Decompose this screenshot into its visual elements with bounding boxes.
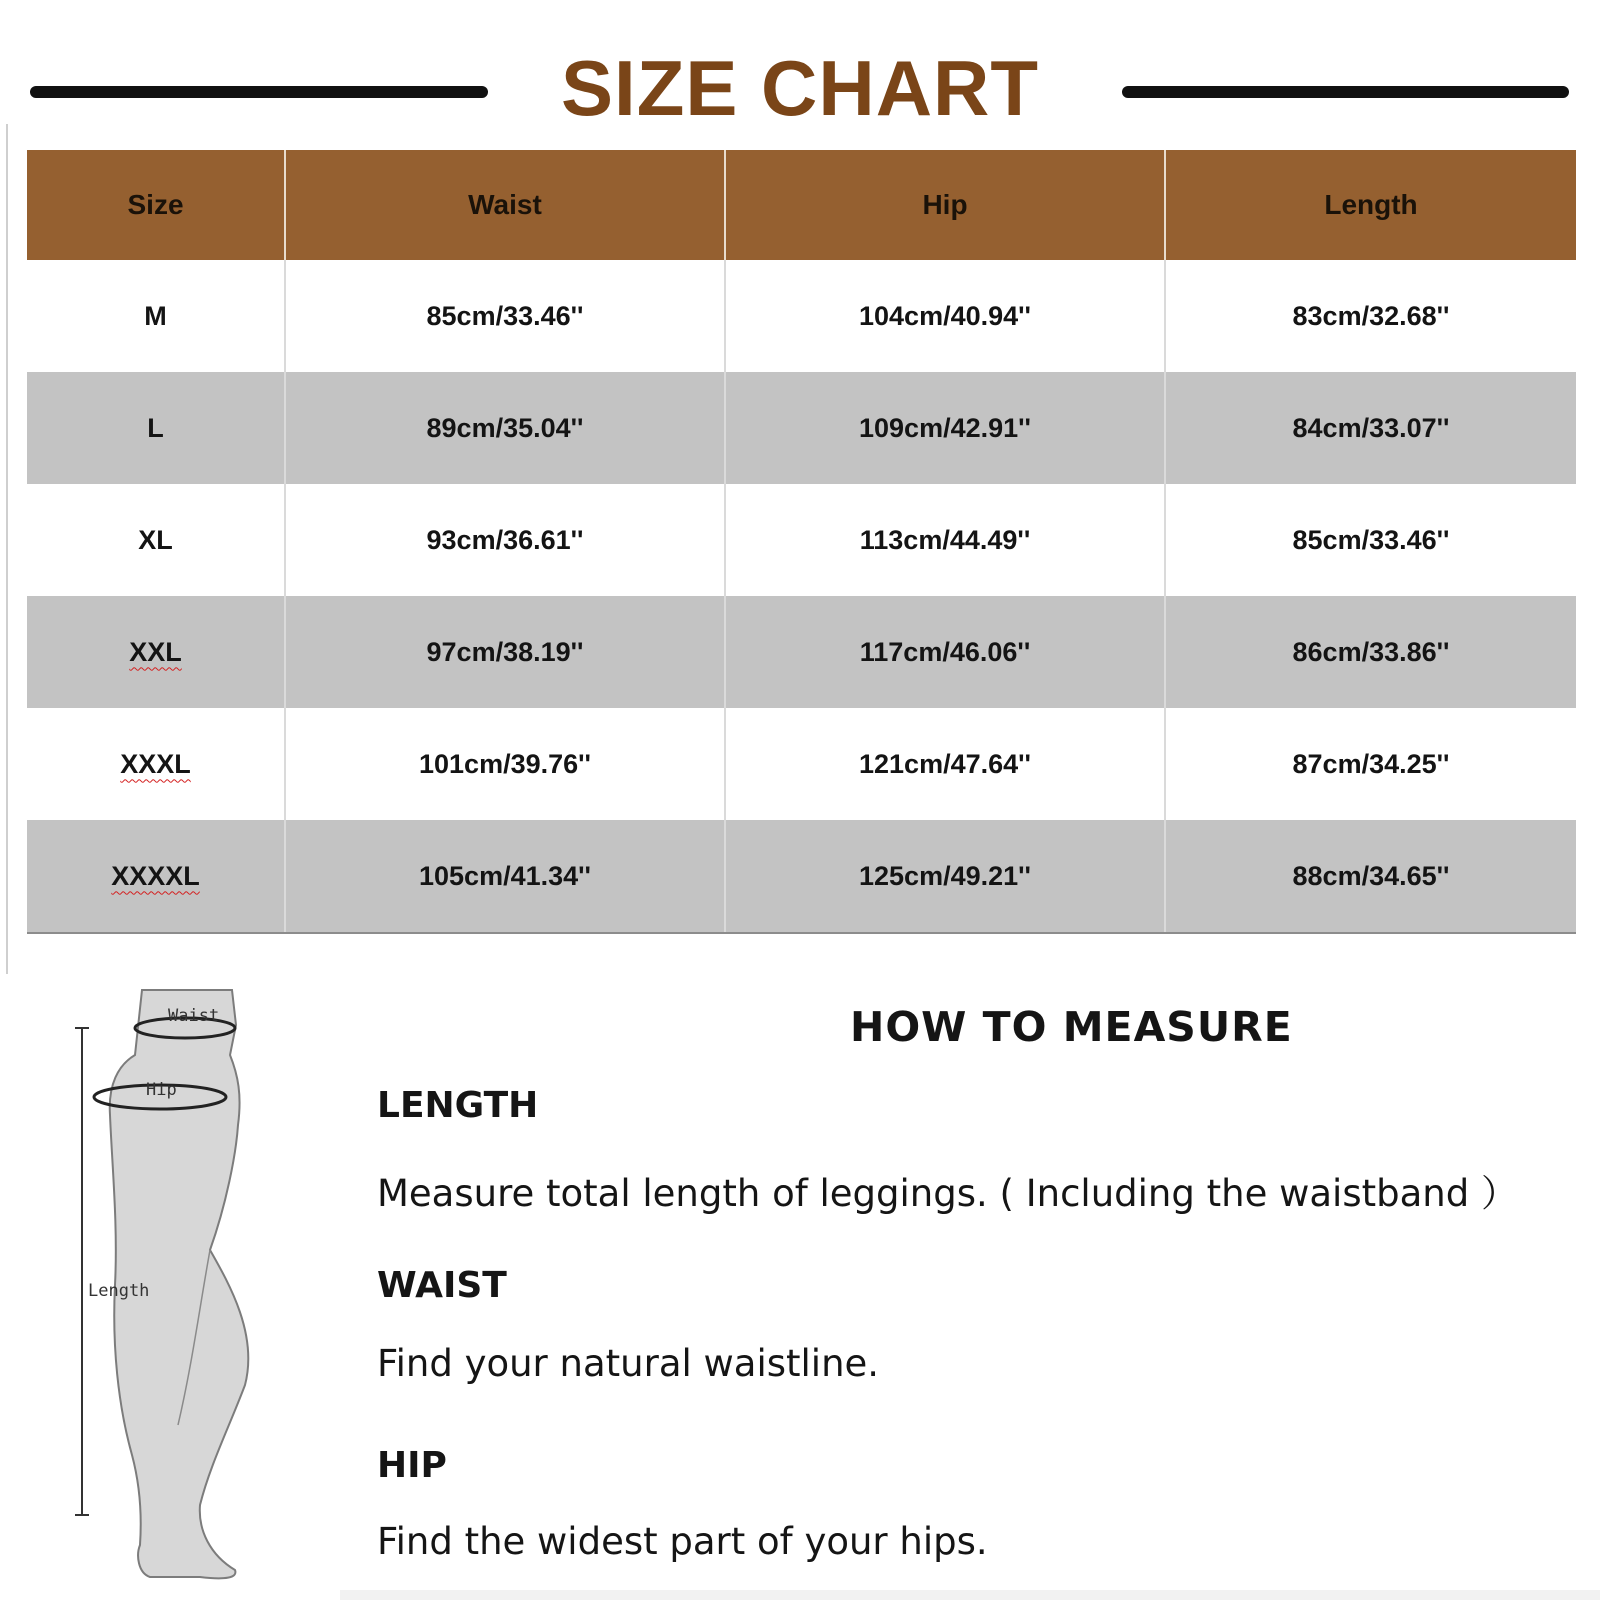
waist-cell: 89cm/35.04'' — [285, 372, 725, 484]
length-cell: 86cm/33.86'' — [1165, 596, 1576, 708]
title-rule-left — [30, 86, 488, 98]
title-rule-right — [1122, 86, 1569, 98]
hip-section-text: Find the widest part of your hips. — [377, 1520, 988, 1563]
hip-cell: 125cm/49.21'' — [725, 820, 1165, 933]
hip-cell: 113cm/44.49'' — [725, 484, 1165, 596]
bottom-strip — [340, 1590, 1600, 1600]
size-cell — [27, 820, 285, 933]
table-row — [27, 820, 1576, 933]
length-cell: 84cm/33.07'' — [1165, 372, 1576, 484]
size-label: XXXXL — [111, 860, 200, 891]
size-cell — [27, 708, 285, 820]
leggings-figure — [60, 985, 310, 1590]
table-row — [27, 596, 1576, 708]
waist-label: Waist — [168, 1006, 220, 1026]
waist-cell: 105cm/41.34'' — [285, 820, 725, 933]
length-cell: 83cm/32.68'' — [1165, 260, 1576, 372]
size-cell: XL — [27, 484, 285, 596]
column-header-waist: Waist — [285, 150, 725, 260]
hip-cell: 121cm/47.64'' — [725, 708, 1165, 820]
column-header-hip: Hip — [725, 150, 1165, 260]
hip-label: Hip — [146, 1080, 177, 1100]
table-row — [27, 708, 1576, 820]
waist-cell: 93cm/36.61'' — [285, 484, 725, 596]
table-row — [27, 260, 1576, 372]
length-cell: 85cm/33.46'' — [1165, 484, 1576, 596]
size-cell — [27, 596, 285, 708]
size-label: XXXL — [120, 748, 191, 779]
hip-cell: 104cm/40.94'' — [725, 260, 1165, 372]
waist-section-title: WAIST — [377, 1265, 507, 1306]
table-header-row — [27, 150, 1576, 260]
waist-cell: 101cm/39.76'' — [285, 708, 725, 820]
hip-cell: 117cm/46.06'' — [725, 596, 1165, 708]
column-header-length: Length — [1165, 150, 1576, 260]
page-title: SIZE CHART — [561, 44, 1039, 132]
length-section-text: Measure total length of leggings. ( Including the waistband ） — [377, 1172, 1518, 1215]
how-to-measure-heading: HOW TO MEASURE — [850, 1003, 1293, 1051]
table-row — [27, 372, 1576, 484]
hip-cell: 109cm/42.91'' — [725, 372, 1165, 484]
length-label: Length — [88, 1281, 150, 1301]
waist-cell: 85cm/33.46'' — [285, 260, 725, 372]
size-label: XXL — [129, 636, 182, 667]
length-section-title: LENGTH — [377, 1085, 539, 1126]
table-row — [27, 484, 1576, 596]
size-cell: M — [27, 260, 285, 372]
hip-section-title: HIP — [377, 1445, 447, 1486]
waist-section-text: Find your natural waistline. — [377, 1342, 880, 1385]
size-cell: L — [27, 372, 285, 484]
column-header-size: Size — [27, 150, 285, 260]
divider — [6, 124, 8, 974]
waist-cell: 97cm/38.19'' — [285, 596, 725, 708]
length-cell: 88cm/34.65'' — [1165, 820, 1576, 933]
length-cell: 87cm/34.25'' — [1165, 708, 1576, 820]
size-table — [27, 150, 1576, 934]
